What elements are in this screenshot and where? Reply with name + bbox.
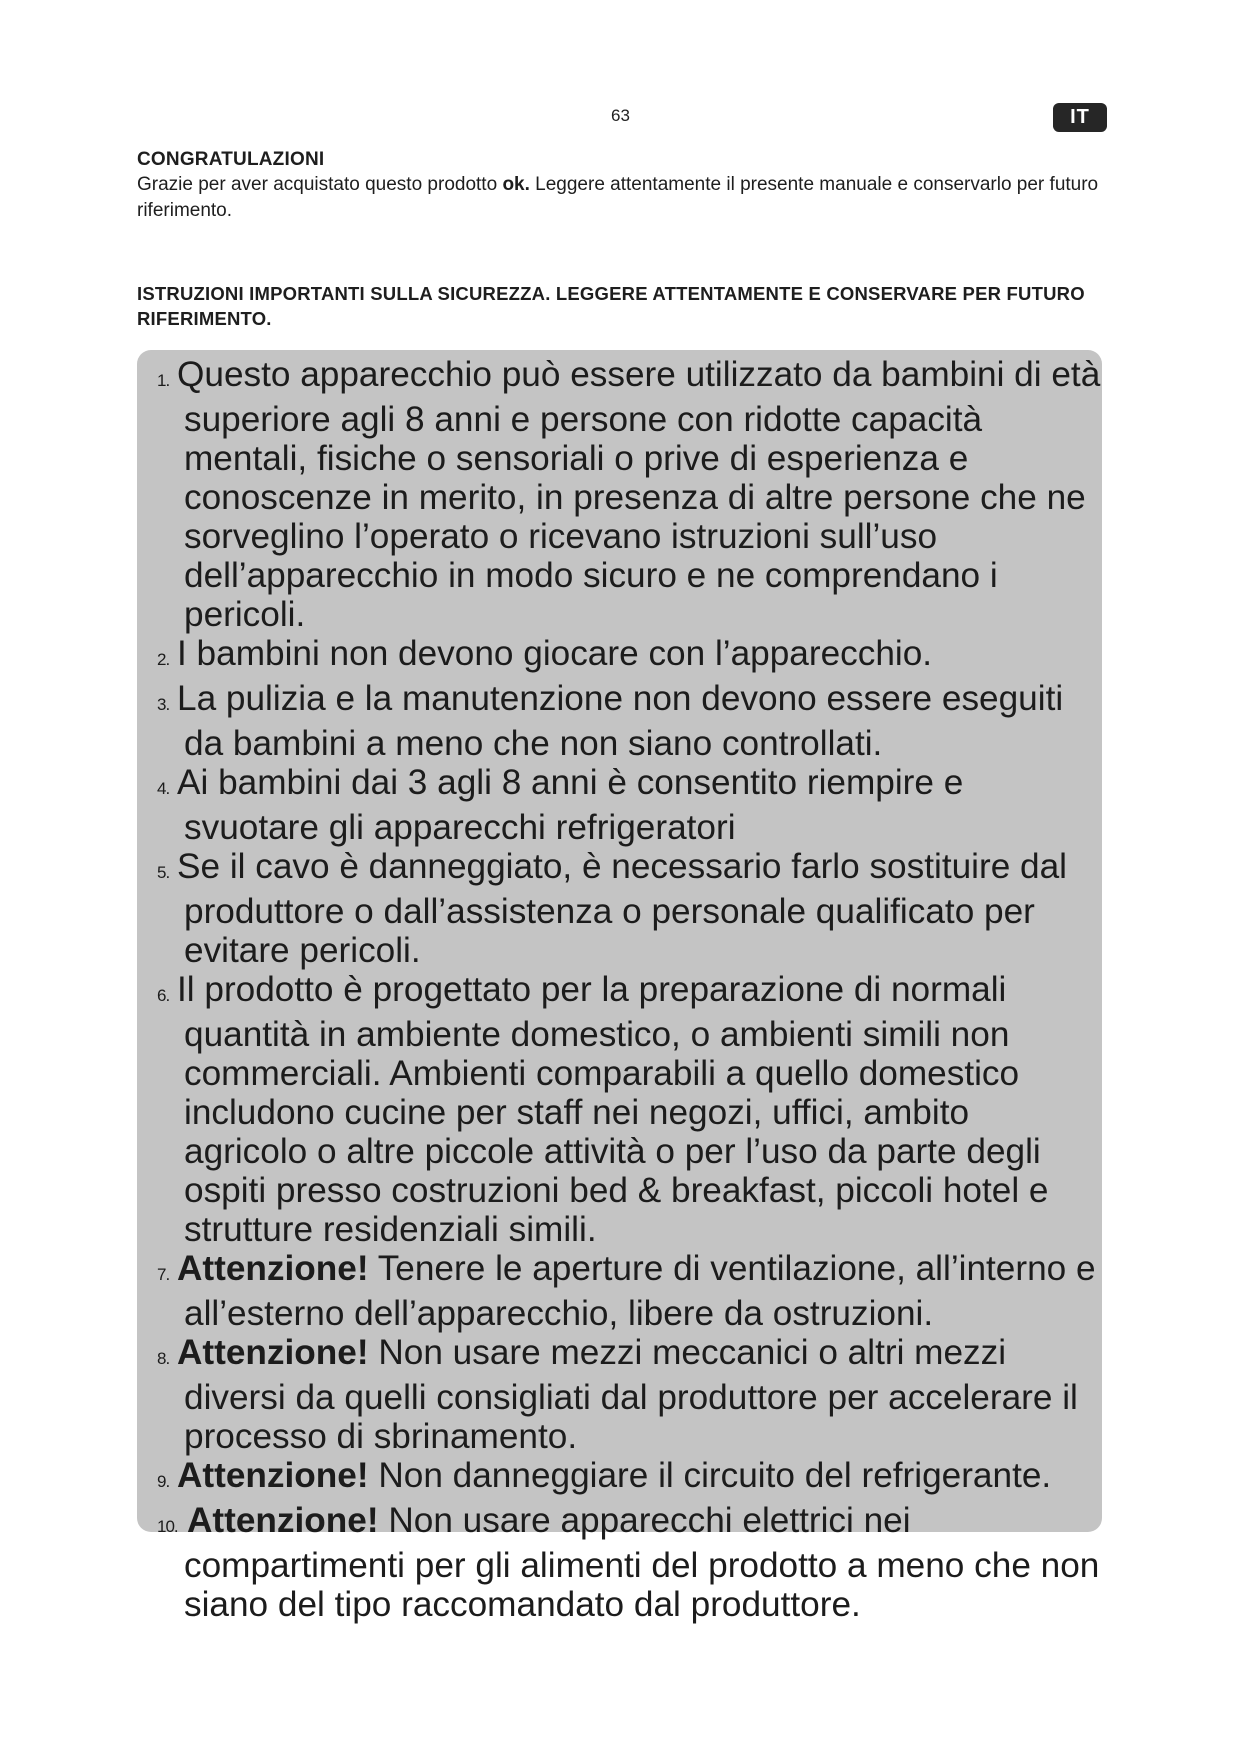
safety-instruction-item xyxy=(137,1249,1102,1333)
instruction-number: 4. xyxy=(157,779,170,798)
safety-instructions-box xyxy=(137,350,1102,1624)
instruction-text: Tenere le aperture di ventilazione, all’interno e all’esterno dell’apparecchio, libere da ostruzioni. xyxy=(184,1249,1096,1333)
safety-instructions-list xyxy=(137,355,1102,1624)
instruction-text: Il prodotto è progettato per la preparazione di normali quantità in ambiente domestico, o ambienti simili non commerciali. Ambienti comparabili a quello domestico includono cucine per staff nei negozi, uffici, ambito agricolo o altre piccole attività o per l’uso da parte degli ospiti presso costruzioni bed & breakfast, piccoli hotel e strutture residenziali simili. xyxy=(177,970,1049,1249)
safety-instruction-item xyxy=(137,763,1102,847)
safety-instruction-item xyxy=(137,1333,1102,1456)
warning-label: Attenzione! xyxy=(177,1249,369,1288)
instruction-text: Se il cavo è danneggiato, è necessario farlo sostituire dal produttore o dall’assistenza o personale qualificato per evitare pericoli. xyxy=(177,847,1067,970)
intro-section xyxy=(137,148,1107,224)
brand-name: ok. xyxy=(502,174,530,195)
safety-instruction-item xyxy=(137,634,1102,679)
instruction-text: Questo apparecchio può essere utilizzato da bambini di età superiore agli 8 anni e persone con ridotte capacità mentali, fisiche o sensoriali o prive di esperienza e conoscenze in merito, in presenza di altre persone che ne sorveglino l’operato o ricevano istruzioni sull’uso dell’apparecchio in modo sicuro e ne comprendano i pericoli. xyxy=(177,355,1101,634)
instruction-number: 9. xyxy=(157,1472,170,1491)
instruction-text: La pulizia e la manutenzione non devono essere eseguiti da bambini a meno che non siano controllati. xyxy=(177,679,1064,763)
instruction-number: 5. xyxy=(157,863,170,882)
safety-instruction-item xyxy=(137,679,1102,763)
intro-text-before: Grazie per aver acquistato questo prodotto xyxy=(137,174,503,195)
safety-instruction-item xyxy=(137,970,1102,1249)
safety-instruction-item xyxy=(137,847,1102,970)
safety-heading: ISTRUZIONI IMPORTANTI SULLA SICUREZZA. LEGGERE ATTENTAMENTE E CONSERVARE PER FUTURO RIFERIMENTO. xyxy=(137,283,1085,329)
warning-label: Attenzione! xyxy=(177,1333,369,1372)
safety-instruction-item xyxy=(137,1501,1102,1624)
intro-title: CONGRATULAZIONI xyxy=(137,149,325,170)
instruction-text: Non usare mezzi meccanici o altri mezzi diversi da quelli consigliati dal produttore per accelerare il processo di sbrinamento. xyxy=(184,1333,1078,1456)
intro-text-after: Leggere attentamente il presente manuale e conservarlo per futuro riferimento. xyxy=(137,174,1099,221)
instruction-number: 3. xyxy=(157,695,170,714)
instruction-number: 7. xyxy=(157,1265,170,1284)
instruction-text: Ai bambini dai 3 agli 8 anni è consentito riempire e svuotare gli apparecchi refrigeratori xyxy=(177,763,964,847)
warning-label: Attenzione! xyxy=(177,1456,369,1495)
instruction-number: 10. xyxy=(157,1517,178,1536)
page-number: 63 xyxy=(611,106,630,125)
safety-instruction-item xyxy=(137,1456,1102,1501)
instruction-text: Non danneggiare il circuito del refrigerante. xyxy=(368,1456,1052,1495)
instruction-text: I bambini non devono giocare con l’apparecchio. xyxy=(177,634,933,673)
intro-text xyxy=(137,172,1107,224)
warning-label: Attenzione! xyxy=(187,1501,379,1540)
safety-instruction-item xyxy=(137,355,1102,634)
instruction-number: 1. xyxy=(157,371,170,390)
language-badge: IT xyxy=(1053,103,1107,132)
instruction-text: Non usare apparecchi elettrici nei compartimenti per gli alimenti del prodotto a meno che non siano del tipo raccomandato dal produttore. xyxy=(184,1501,1100,1624)
instruction-number: 2. xyxy=(157,650,170,669)
instruction-number: 6. xyxy=(157,986,170,1005)
instruction-number: 8. xyxy=(157,1349,170,1368)
